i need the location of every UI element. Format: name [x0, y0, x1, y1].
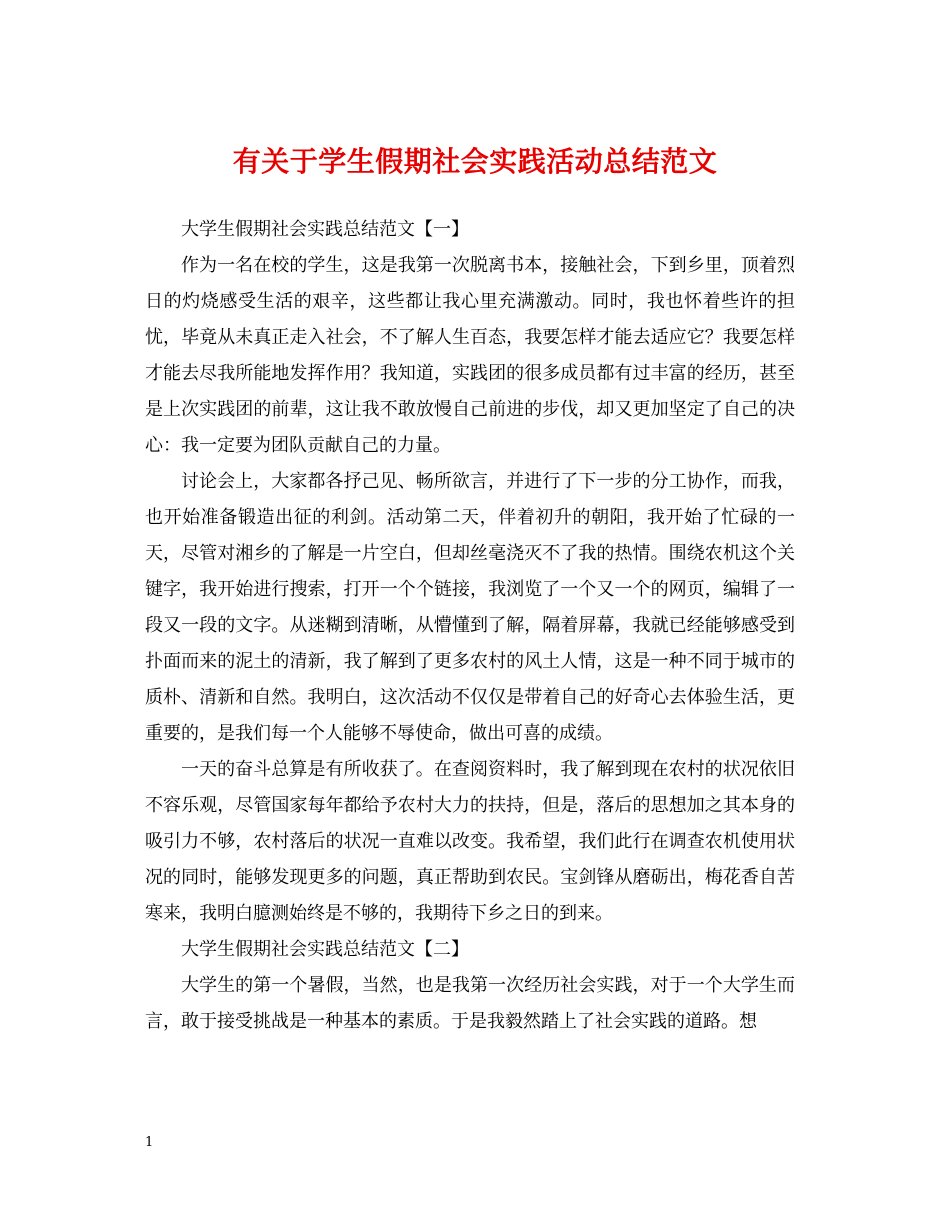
paragraph: 大学生的第一个暑假，当然，也是我第一次经历社会实践，对于一个大学生而言，敢于接受挑战是一种基本的素质。于是我毅然踏上了社会实践的道路。想	[145, 975, 795, 1032]
document-body	[145, 212, 795, 1040]
paragraph: 讨论会上，大家都各抒己见、畅所欲言，并进行了下一步的分工协作，而我，也开始准备锻造出征的利剑。活动第二天，伴着初升的朝阳，我开始了忙碌的一天，尽管对湘乡的了解是一片空白，但却丝毫浇灭不了我的热情。围绕农机这个关键字，我开始进行搜索，打开一个个链接，我浏览了一个又一个的网页，编辑了一段又一段的文字。从迷糊到清晰，从懵懂到了解，隔着屏幕，我就已经能够感受到扑面而来的泥土的清新，我了解到了更多农村的风土人情，这是一种不同于城市的质朴、清新和自然。我明白，这次活动不仅仅是带着自己的好奇心去体验生活，更重要的，是我们每一个人能够不辱使命，做出可喜的成绩。	[145, 471, 795, 744]
document-title: 有关于学生假期社会实践活动总结范文	[232, 145, 718, 178]
section-heading-2: 大学生假期社会实践总结范文【二】	[181, 939, 469, 960]
paragraph: 作为一名在校的学生，这是我第一次脱离书本，接触社会，下到乡里，顶着烈日的灼烧感受生活的艰辛，这些都让我心里充满激动。同时，我也怀着些许的担忧，毕竟从未真正走入社会，不了解人生百态，我要怎样才能去适应它？我要怎样才能去尽我所能地发挥作用？我知道，实践团的很多成员都有过丰富的经历，甚至是上次实践团的前辈，这让我不敢放慢自己前进的步伐，却又更加坚定了自己的决心：我一定要为团队贡献自己的力量。	[145, 255, 795, 456]
section-heading-1: 大学生假期社会实践总结范文【一】	[181, 219, 469, 240]
paragraph: 一天的奋斗总算是有所收获了。在查阅资料时，我了解到现在农村的状况依旧不容乐观，尽管国家每年都给予农村大力的扶持，但是，落后的思想加之其本身的吸引力不够，农村落后的状况一直难以改变。我希望，我们此行在调查农机使用状况的同时，能够发现更多的问题，真正帮助到农民。宝剑锋从磨砺出，梅花香自苦寒来，我明白臆测始终是不够的，我期待下乡之日的到来。	[145, 759, 795, 924]
page-number: 1	[145, 1135, 154, 1150]
